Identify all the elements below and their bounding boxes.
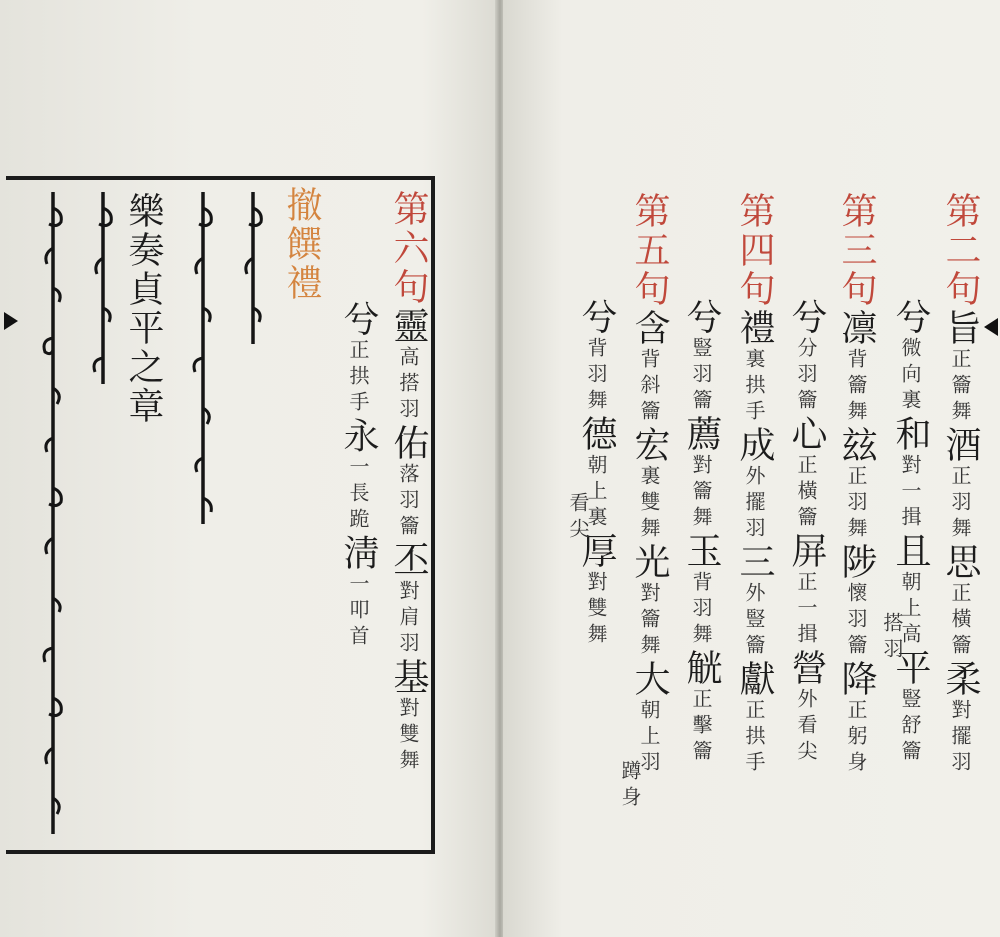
dance-note: 外豎籥 [742, 582, 766, 660]
verse4-line1 [734, 192, 775, 777]
dance-note: 正一揖 [794, 571, 818, 649]
verse-char: 玉 [681, 532, 722, 571]
dance-note: 對肩羽 [396, 580, 420, 658]
verse5-note-continuation-2: 看尖 [566, 492, 590, 544]
verse-char: 兮 [681, 298, 722, 337]
verse5-line1 [629, 192, 670, 777]
verse2-note-continuation: 搭羽 [880, 612, 904, 664]
verse6-line2 [338, 300, 379, 651]
verse-char: 獻 [734, 660, 775, 699]
dance-note: 朝上高 [898, 571, 922, 649]
dance-note: 正籥舞 [948, 348, 972, 426]
verse-char: 柔 [940, 660, 981, 699]
verse-char: 陟 [836, 543, 877, 582]
verse-char: 光 [629, 543, 670, 582]
dance-note: 裏拱手 [742, 348, 766, 426]
dance-note: 對雙舞 [584, 571, 608, 649]
music-title-line: 樂奏貞平之章 [123, 192, 164, 426]
verse-char: 三 [734, 543, 775, 582]
verse-char: 厚 [576, 532, 617, 571]
verse5-line2 [576, 298, 617, 649]
verse5-label: 第五句 [629, 192, 670, 309]
dance-note: 正羽舞 [844, 465, 868, 543]
dance-note: 正橫籥 [794, 454, 818, 532]
dance-note: 分羽籥 [794, 337, 818, 415]
verse-char: 含 [629, 309, 670, 348]
dance-note: 外看尖 [794, 688, 818, 766]
dance-note: 背斜籥 [637, 348, 661, 426]
verse-char: 德 [576, 415, 617, 454]
dance-note: 豎舒籥 [898, 688, 922, 766]
verse-char: 佑 [388, 424, 429, 463]
dance-note: 對籥舞 [689, 454, 713, 532]
verse3-line1 [836, 192, 877, 777]
verse-char: 兮 [786, 298, 827, 337]
dance-note: 懷羽籥 [844, 582, 868, 660]
dance-note: 正拱手 [346, 339, 370, 417]
verse-char: 禮 [734, 309, 775, 348]
verse-char: 心 [786, 415, 827, 454]
verse-char: 兮 [576, 298, 617, 337]
dance-note: 背籥舞 [844, 348, 868, 426]
dance-note: 高搭羽 [396, 346, 420, 424]
verse-char: 永 [338, 417, 379, 456]
dance-note: 外擺羽 [742, 465, 766, 543]
dance-note: 裏雙舞 [637, 465, 661, 543]
verse-char: 降 [836, 660, 877, 699]
dance-note: 一長跪 [346, 456, 370, 534]
dance-note: 對雙舞 [396, 697, 420, 775]
verse-char: 思 [940, 543, 981, 582]
mongolian-script-column-3 [188, 188, 214, 528]
dance-note: 一叩首 [346, 573, 370, 651]
fish-tail-marker-right [984, 318, 998, 336]
verse-char: 基 [388, 658, 429, 697]
verse5-note-continuation: 蹲身 [618, 760, 642, 812]
dance-note: 對擺羽 [948, 699, 972, 777]
dance-note: 朝上裏 [584, 454, 608, 532]
verse-char: 薦 [681, 415, 722, 454]
left-page [0, 0, 497, 937]
dance-note: 正擊籥 [689, 688, 713, 766]
mongolian-script-column-2 [88, 188, 114, 388]
dance-note: 背羽舞 [689, 571, 713, 649]
verse-char: 成 [734, 426, 775, 465]
dance-note: 背羽舞 [584, 337, 608, 415]
dance-note: 正羽舞 [948, 465, 972, 543]
verse-char: 靈 [388, 307, 429, 346]
verse4-label: 第四句 [734, 192, 775, 309]
verse-char: 和 [890, 415, 931, 454]
verse2-line2 [890, 298, 931, 766]
dance-note: 正拱手 [742, 699, 766, 777]
dance-note: 正橫籥 [948, 582, 972, 660]
verse-char: 營 [786, 649, 827, 688]
dance-note: 正躬身 [844, 699, 868, 777]
dance-note: 豎羽籥 [689, 337, 713, 415]
section-heading-che-zhuan-li: 撤饌禮 [281, 186, 322, 303]
verse-char: 大 [629, 660, 670, 699]
dance-note: 落羽籥 [396, 463, 420, 541]
verse-char: 宏 [629, 426, 670, 465]
verse-char: 丕 [388, 541, 429, 580]
verse-char: 兮 [890, 298, 931, 337]
verse-char: 酒 [940, 426, 981, 465]
mongolian-script-column-1 [38, 188, 64, 838]
verse-char: 屏 [786, 532, 827, 571]
fish-tail-marker-left [4, 312, 18, 330]
verse-char: 觥 [681, 649, 722, 688]
verse-char: 平 [890, 649, 931, 688]
verse-char: 旨 [940, 309, 981, 348]
verse3-line2 [786, 298, 827, 766]
verse-char: 且 [890, 532, 931, 571]
verse6-label: 第六句 [388, 190, 429, 307]
verse6-line1 [388, 190, 429, 775]
dance-note: 對一揖 [898, 454, 922, 532]
mongolian-script-column-4 [238, 188, 264, 348]
dance-note: 對籥舞 [637, 582, 661, 660]
verse2-line1 [940, 192, 981, 777]
verse-char: 兮 [338, 300, 379, 339]
verse-char: 玆 [836, 426, 877, 465]
dance-note: 朝上羽 [637, 699, 661, 777]
verse-char: 淸 [338, 534, 379, 573]
verse-char: 凛 [836, 309, 877, 348]
verse3-label: 第三句 [836, 192, 877, 309]
dance-note: 微向裏 [898, 337, 922, 415]
verse2-label: 第二句 [940, 192, 981, 309]
verse4-line2 [681, 298, 722, 766]
